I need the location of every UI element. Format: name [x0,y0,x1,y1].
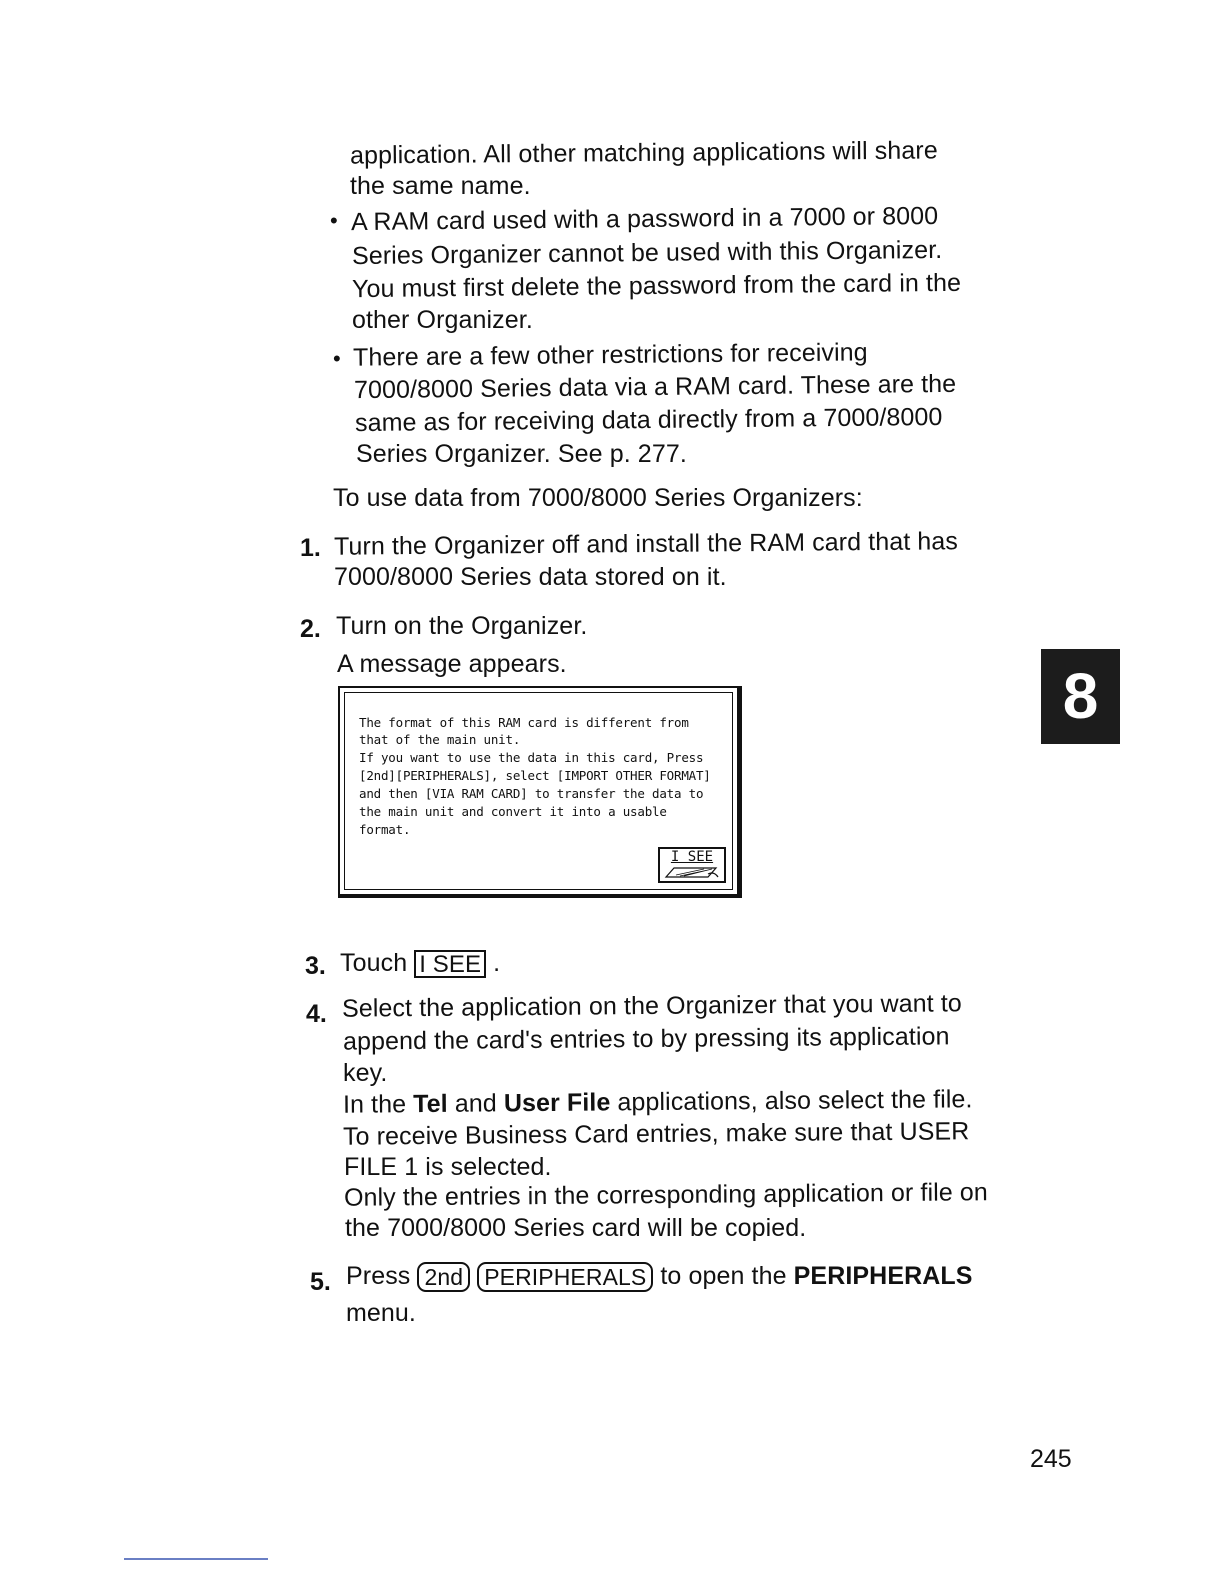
step-4-line-8: the 7000/8000 Series card will be copied. [345,1214,807,1242]
message-dialog [338,686,742,898]
step-4-line-5: To receive Business Card entries, make sure that USER [342,1117,970,1151]
step-5-line-2: menu. [346,1299,416,1327]
step-4-line-4-e: applications, also select the file. [610,1085,973,1117]
step-1-line-2: 7000/8000 Series data stored on it. [334,563,727,591]
step-4-line-7: Only the entries in the corresponding application or file on [343,1178,988,1212]
step-3-number: 3. [305,952,326,980]
message-dialog-frame [344,692,733,890]
step-5-before: Press [346,1262,418,1290]
user-file-app-name: User File [503,1088,611,1118]
message-line-3: If you want to use the data in this card, Press [359,750,704,765]
message-line-5: and then [VIA RAM CARD] to transfer the data to [359,786,704,801]
intro-line-1: application. All other matching applications will share [349,136,938,170]
message-line-7: format. [359,822,411,837]
i-see-button[interactable] [658,847,726,883]
message-line-2: that of the main unit. [359,732,521,747]
peripherals-menu-name: PERIPHERALS [793,1262,973,1290]
lead-sentence: To use data from 7000/8000 Series Organizers: [333,484,863,512]
bullet-dot-2: • [333,346,341,371]
2nd-key: 2nd [417,1262,470,1292]
i-see-key: I SEE [414,950,486,978]
step-4-line-4-a: In the [342,1090,414,1119]
chapter-tab: 8 [1041,649,1120,744]
message-line-1: The format of this RAM card is different from [359,715,689,730]
step-1-number: 1. [300,534,321,562]
bullet-1-line-3: You must first delete the password from the card in the [351,268,962,304]
step-4-line-4-c: and [447,1089,505,1118]
tel-app-name: Tel [413,1089,448,1119]
bullet-dot-1: • [330,208,338,233]
intro-line-2: the same name. [350,172,531,200]
step-4-line-3: key. [343,1059,388,1087]
bullet-2-line-3: same as for receiving data directly from a 7000/8000 [354,402,943,438]
step-4-number: 4. [306,1000,327,1028]
footer-rule [124,1558,268,1560]
enter-key-icon [664,865,720,879]
step-3-text [340,947,500,980]
step-4-line-1: Select the application on the Organizer that you want to [341,989,962,1023]
step-5-line-1 [346,1260,973,1293]
page-number: 245 [1030,1445,1072,1473]
step-5-middle: to open the [653,1262,794,1290]
step-3-before: Touch [340,949,415,977]
bullet-1-line-2: Series Organizer cannot be used with this Organizer. [351,235,943,271]
step-2-line-1: Turn on the Organizer. [336,612,588,640]
i-see-button-label: I SEE [670,849,714,865]
step-1-line-1: Turn the Organizer off and install the RAM card that has [333,527,959,561]
step-2-number: 2. [300,615,321,643]
step-4-line-2: append the card's entries to by pressing its application [342,1022,950,1056]
message-line-4: [2nd][PERIPHERALS], select [IMPORT OTHER FORMAT] [359,768,711,783]
peripherals-key: PERIPHERALS [477,1262,653,1292]
bullet-2-line-4: Series Organizer. See p. 277. [356,440,687,468]
bullet-1-line-1: A RAM card used with a password in a 7000 or 8000 [350,201,939,237]
bullet-2-line-1: There are a few other restrictions for receiving [352,338,868,372]
step-3-after: . [486,949,501,977]
bullet-2-line-2: 7000/8000 Series data via a RAM card. These are the [353,369,957,405]
step-4-line-6: FILE 1 is selected. [344,1153,552,1181]
step-5-number: 5. [310,1268,331,1296]
bullet-1-line-4: other Organizer. [352,306,533,334]
message-line-6: the main unit and convert it into a usable [359,804,667,819]
step-2-line-2: A message appears. [337,650,567,678]
